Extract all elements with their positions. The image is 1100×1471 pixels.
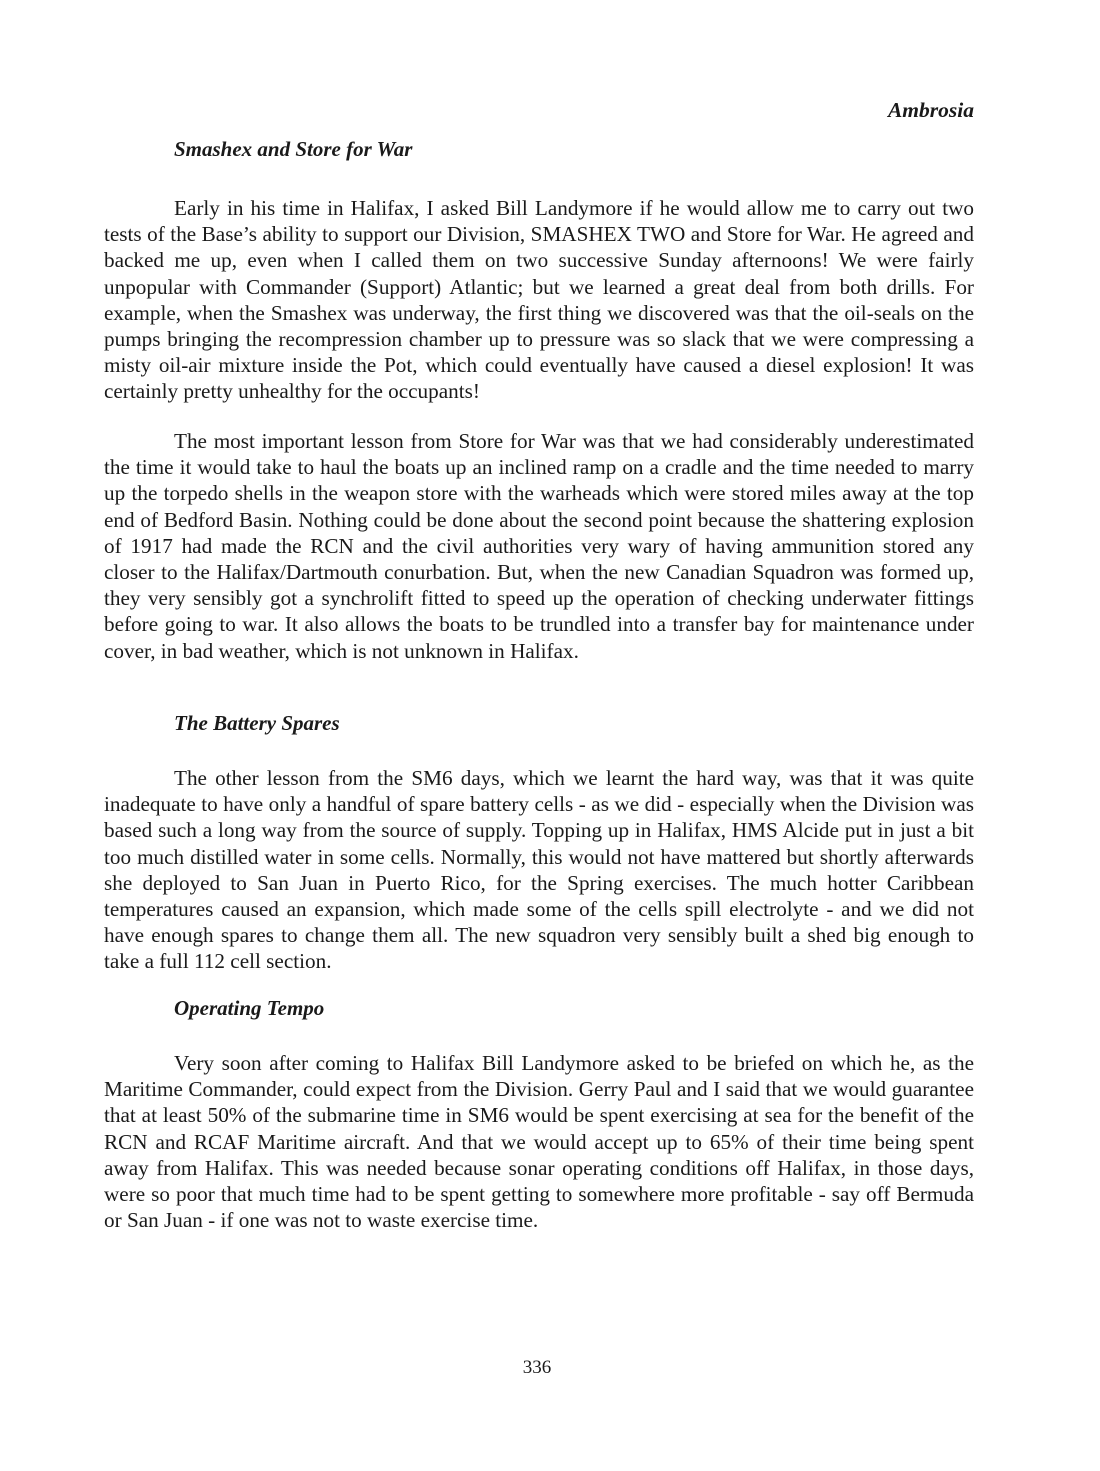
paragraph-smashex-2: The most important lesson from Store for War was that we had considerably underestimated the time it would take to haul the boats up an inclined ramp on a cradle and the time needed to marry up the torpedo shells in the weapon store with the warheads which were stored miles away at the top end of Bedford Basin. Nothing could be done about the second point because the shattering explosion of 1917 had made the RCN and the civil authorities very wary of having ammunition stored any closer to the Halifax/Dartmouth conurbation. But, when the new Canadian Squadron was formed up, they very sensibly got a synchrolift fitted to speed up the operation of checking underwater fittings before going to war. It also allows the boats to be trundled into a transfer bay for maintenance under cover, in bad weather, which is not unknown in Halifax. <box>104 429 974 663</box>
running-head: Ambrosia <box>887 98 974 122</box>
paragraph-battery-spares-1: The other lesson from the SM6 days, which we learnt the hard way, was that it was quite inadequate to have only a handful of spare battery cells - as we did - especially when the Division was based such a long way from the source of supply. Topping up in Halifax, HMS Alcide put in just a bit too much distilled water in some cells. Normally, this would not have mattered but shortly afterwards she deployed to San Juan in Puerto Rico, for the Spring exercises. The much hotter Caribbean temperatures caused an expansion, which made some of the cells spill electrolyte - and we did not have enough spares to change them all. The new squadron very sensibly built a shed big enough to take a full 112 cell section. <box>104 766 974 974</box>
section-heading-smashex: Smashex and Store for War <box>174 137 413 161</box>
page-number: 336 <box>522 1357 552 1378</box>
section-heading-battery-spares: The Battery Spares <box>174 711 340 735</box>
section-heading-operating-tempo: Operating Tempo <box>174 996 325 1020</box>
paragraph-smashex-1: Early in his time in Halifax, I asked Bill Landymore if he would allow me to carry out two tests of the Base’s ability to support our Division, SMASHEX TWO and Store for War. He agreed and backed me up, even when I called them on two successive Sunday afternoons! We were fairly unpopular with Commander (Support) Atlantic; but we learned a great deal from both drills. For example, when the Smashex was underway, the first thing we discovered was that the oil-seals on the pumps bringing the recompression chamber up to pressure was so slack that we were compressing a misty oil-air mixture inside the Pot, which could eventually have caused a diesel explosion! It was certainly pretty unhealthy for the occupants! <box>104 196 974 404</box>
paragraph-operating-tempo-1: Very soon after coming to Halifax Bill Landymore asked to be briefed on which he, as the Maritime Commander, could expect from the Division. Gerry Paul and I said that we would guarantee that at least 50% of the submarine time in SM6 would be spent exercising at sea for the benefit of the RCN and RCAF Maritime aircraft. And that we would accept up to 65% of their time being spent away from Halifax. This was needed because sonar operating conditions off Halifax, in those days, were so poor that much time had to be spent getting to somewhere more profitable - say off Bermuda or San Juan - if one was not to waste exercise time. <box>104 1051 974 1233</box>
